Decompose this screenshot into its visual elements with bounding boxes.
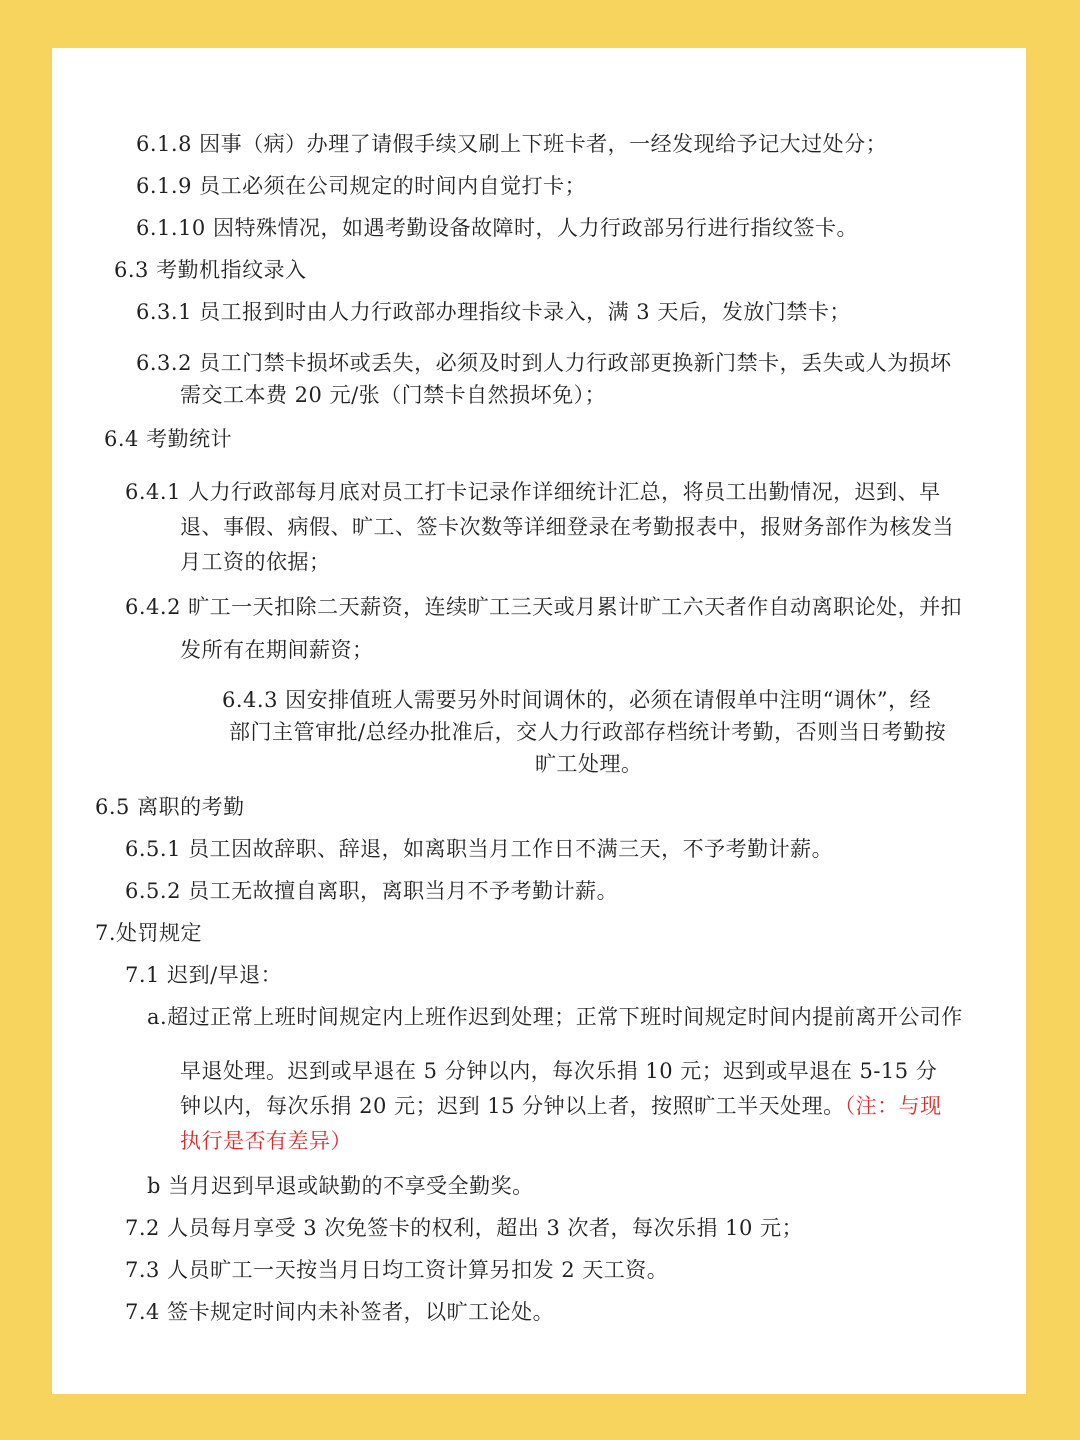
clause-7-4: 7.4 签卡规定时间内未补签者，以旷工论处。 [125,1300,555,1324]
clause-7-2: 7.2 人员每月享受 3 次免签卡的权利，超出 3 次者，每次乐捐 10 元； [125,1216,804,1240]
clause-7-1-a-cont-2-text: 钟以内，每次乐捐 20 元；迟到 15 分钟以上者，按照旷工半天处理。 [180,1094,845,1118]
clause-7-1: 7.1 迟到/早退： [125,963,283,987]
clause-6-1-10: 6.1.10 因特殊情况，如遇考勤设备故障时，人力行政部另行进行指纹签卡。 [136,216,858,240]
clause-6-4-3: 6.4.3 因安排值班人需要另外时间调休的，必须在请假单中注明“调休”，经 [222,688,932,712]
clause-6-5-2: 6.5.2 员工无故擅自离职，离职当月不予考勤计薪。 [125,879,619,903]
clause-7-1-a-cont-2 [180,1094,942,1118]
section-6-3-heading: 6.3 考勤机指纹录入 [114,258,307,282]
clause-6-1-9: 6.1.9 员工必须在公司规定的时间内自觉打卡； [136,174,587,198]
clause-7-1-a: a.超过正常上班时间规定内上班作迟到处理；正常下班时间规定时间内提前离开公司作 [147,1005,963,1029]
clause-6-4-2: 6.4.2 旷工一天扣除二天薪资，连续旷工三天或月累计旷工六天者作自动离职论处，并扣 [125,595,963,619]
section-6-5-heading: 6.5 离职的考勤 [95,795,245,819]
section-6-4-heading: 6.4 考勤统计 [104,427,233,451]
review-note: （注：与现 [844,1094,942,1118]
clause-6-5-1: 6.5.1 员工因故辞职、辞退，如离职当月工作日不满三天，不予考勤计薪。 [125,837,834,861]
clause-6-4-3-cont-2: 旷工处理。 [535,752,643,776]
clause-7-1-b: b 当月迟到早退或缺勤的不享受全勤奖。 [147,1174,534,1198]
clause-6-4-1-cont-1: 退、事假、病假、旷工、签卡次数等详细登录在考勤报表中，报财务部作为核发当 [180,515,954,539]
clause-7-3: 7.3 人员旷工一天按当月日均工资计算另扣发 2 天工资。 [125,1258,669,1282]
clause-6-4-1-cont-2: 月工资的依据； [180,550,331,574]
clause-6-4-3-cont-1: 部门主管审批/总经办批准后，交人力行政部存档统计考勤，否则当日考勤按 [229,720,947,744]
clause-6-4-1: 6.4.1 人力行政部每月底对员工打卡记录作详细统计汇总，将员工出勤情况，迟到、早 [125,480,941,504]
clause-7-1-a-cont-1: 早退处理。迟到或早退在 5 分钟以内，每次乐捐 10 元；迟到或早退在 5-15 分 [180,1059,938,1083]
clause-6-1-8: 6.1.8 因事（病）办理了请假手续又刷上下班卡者，一经发现给予记大过处分； [136,132,888,156]
clause-6-4-2-cont: 发所有在期间薪资； [180,638,374,662]
section-7-heading: 7.处罚规定 [95,921,203,945]
clause-6-3-2-cont: 需交工本费 20 元/张（门禁卡自然损坏免）； [180,383,607,407]
clause-6-3-1: 6.3.1 员工报到时由人力行政部办理指纹卡录入，满 3 天后，发放门禁卡； [136,300,851,324]
clause-6-3-2: 6.3.2 员工门禁卡损坏或丢失，必须及时到人力行政部更换新门禁卡，丢失或人为损坏 [136,351,952,375]
review-note-cont: 执行是否有差异） [180,1129,352,1153]
